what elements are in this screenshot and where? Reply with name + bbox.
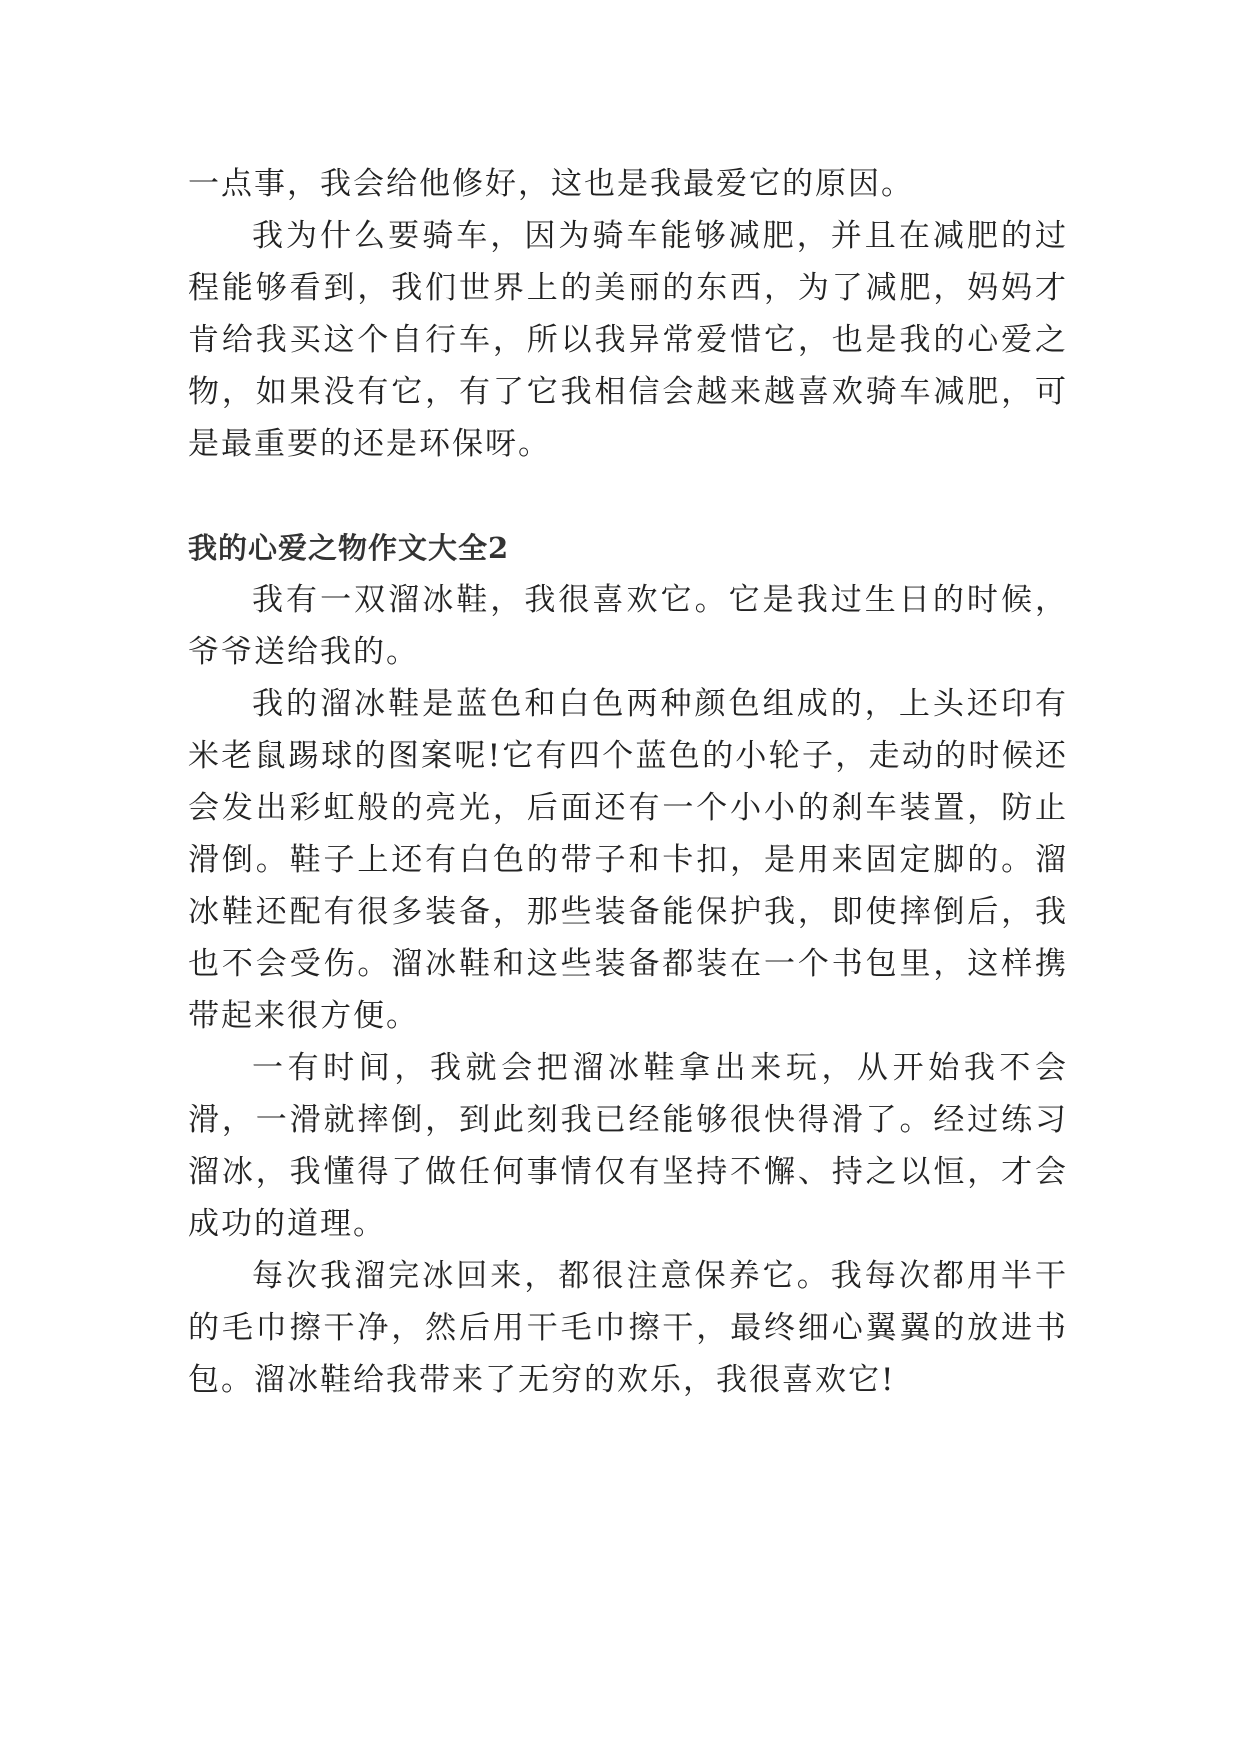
- paragraph-skate-care: 每次我溜完冰回来，都很注意保养它。我每次都用半干的毛巾擦干净，然后用干毛巾擦干，最终细心翼翼的放进书包。溜冰鞋给我带来了无穷的欢乐，我很喜欢它!: [188, 1258, 1068, 1398]
- section-title: 我的心爱之物作文大全2: [188, 531, 510, 565]
- paragraph-learning-to-skate: 一有时间，我就会把溜冰鞋拿出来玩，从开始我不会滑，一滑就摔倒，到此刻我已经能够很快得滑了。经过练习溜冰，我懂得了做任何事情仅有坚持不懈、持之以恒，才会成功的道理。: [188, 1050, 1068, 1242]
- paragraph-skates-intro: 我有一双溜冰鞋，我很喜欢它。它是我过生日的时候，爷爷送给我的。: [188, 582, 1068, 670]
- paragraph-why-ride-bike: 我为什么要骑车，因为骑车能够减肥，并且在减肥的过程能够看到，我们世界上的美丽的东西，为了减肥，妈妈才肯给我买这个自行车，所以我异常爱惜它，也是我的心爱之物，如果没有它，有了它我相信会越来越喜欢骑车减肥，可是最重要的还是环保呀。: [188, 218, 1068, 462]
- document-body: [188, 158, 1068, 1406]
- paragraph-continuation: 一点事，我会给他修好，这也是我最爱它的原因。: [188, 166, 914, 202]
- paragraph-skates-description: 我的溜冰鞋是蓝色和白色两种颜色组成的，上头还印有米老鼠踢球的图案呢!它有四个蓝色的小轮子，走动的时候还会发出彩虹般的亮光，后面还有一个小小的刹车装置，防止滑倒。鞋子上还有白色的带子和卡扣，是用来固定脚的。溜冰鞋还配有很多装备，那些装备能保护我，即使摔倒后，我也不会受伤。溜冰鞋和这些装备都装在一个书包里，这样携带起来很方便。: [188, 686, 1068, 1034]
